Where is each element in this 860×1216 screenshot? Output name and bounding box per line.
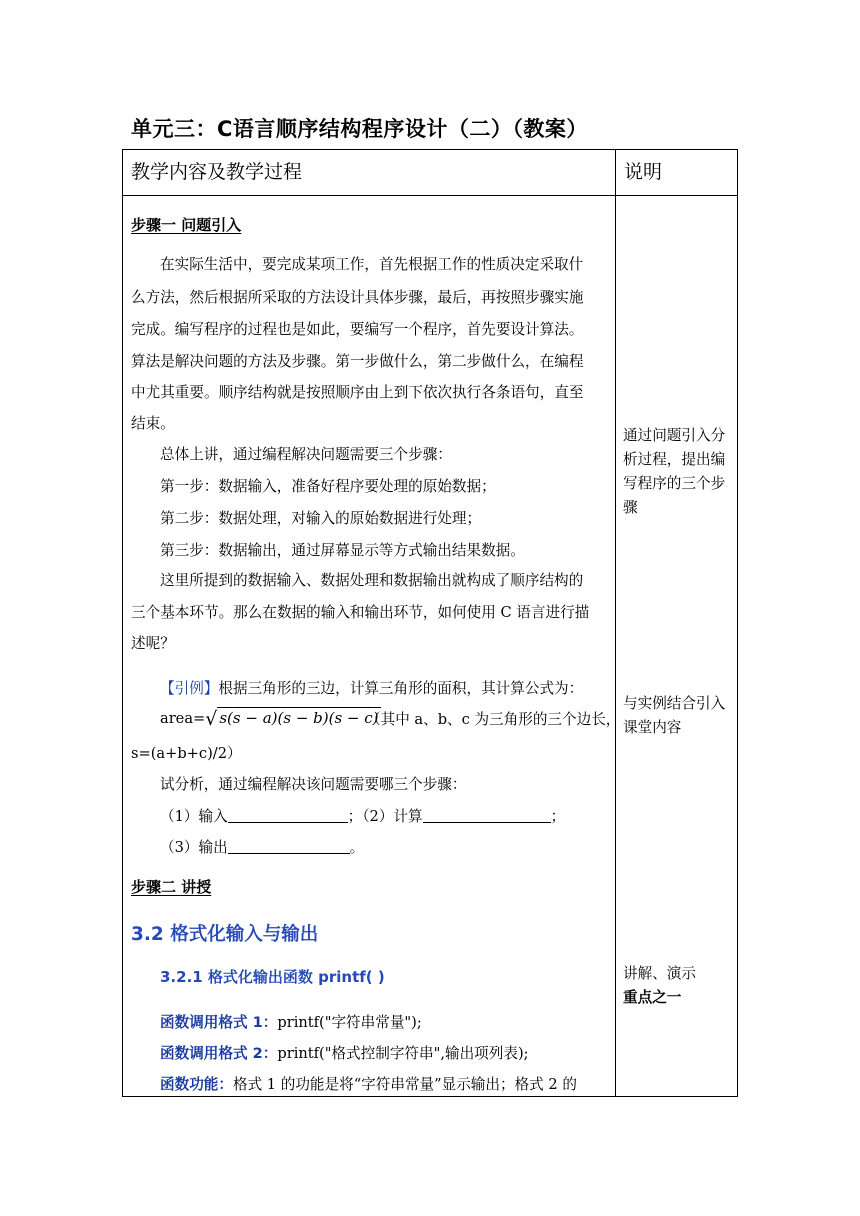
try-analysis: 试分析，通过编程解决该问题需要哪三个步骤： xyxy=(160,776,467,793)
example-text: 根据三角形的三边，计算三角形的面积，其计算公式为： xyxy=(218,680,584,697)
example-line xyxy=(160,677,583,698)
note-lecture xyxy=(623,962,735,1010)
area-label: area= xyxy=(160,710,206,727)
function-text: 格式 1 的功能是将“字符串常量”显示输出；格式 2 的 xyxy=(232,1076,577,1093)
call-format-2-label: 函数调用格式 2： xyxy=(160,1045,278,1062)
note-problem-intro xyxy=(623,424,735,520)
para3-line1: 这里所提到的数据输入、数据处理和数据输出就构成了顺序结构的 xyxy=(160,572,584,589)
call-format-2-value: printf("格式控制字符串",输出项列表); xyxy=(277,1045,529,1062)
para1-line2: 么方法，然后根据所采取的方法设计具体步骤，最后，再按照步骤实施 xyxy=(131,289,584,306)
note3-line2: 重点之一 xyxy=(623,989,682,1006)
area-formula: s(s − a)(s − b)(s − c) xyxy=(219,709,379,727)
formula-line xyxy=(160,708,381,730)
compute-blank-label: ；（2）计算 xyxy=(347,808,423,825)
para1-line4: 算法是解决问题的方法及步骤。第一步做什么，第二步做什么，在编程 xyxy=(131,353,584,370)
example-tag: 【引例】 xyxy=(160,680,219,697)
note1-line1: 通过问题引入分 xyxy=(623,427,726,444)
para2: 总体上讲，通过编程解决问题需要三个步骤： xyxy=(160,446,452,463)
output-blank-label: （3）输出 xyxy=(160,839,228,856)
note3-line1: 讲解、演示 xyxy=(623,965,696,982)
note1-line2: 析过程，提出编 xyxy=(623,451,726,468)
blank-row-2 xyxy=(160,836,364,857)
page-title: 单元三：C语言顺序结构程序设计（二）（教案） xyxy=(131,117,588,141)
sqrt-icon: √ xyxy=(205,708,218,730)
note-example xyxy=(623,692,735,740)
para3-line3: 述呢？ xyxy=(131,635,175,652)
note2-line1: 与实例结合引入 xyxy=(623,695,726,712)
para1-line3: 完成。编写程序的过程也是如此，要编写一个程序，首先要设计算法。 xyxy=(131,321,584,338)
para1-line1: 在实际生活中，要完成某项工作，首先根据工作的性质决定采取什 xyxy=(160,256,584,273)
call-format-1-label: 函数调用格式 1： xyxy=(160,1014,278,1031)
header-divider xyxy=(123,195,737,196)
input-blank[interactable] xyxy=(228,808,348,823)
call-format-2 xyxy=(160,1042,529,1063)
para1-line5: 中尤其重要。顺序结构就是按照顺序由上到下依次执行各条语句，直至 xyxy=(131,384,584,401)
para3-line2: 三个基本环节。那么在数据的输入和输出环节，如何使用 C 语言进行描 xyxy=(131,604,590,621)
call-format-1 xyxy=(160,1011,422,1032)
output-blank[interactable] xyxy=(228,839,350,854)
step-output: 第三步：数据输出，通过屏幕显示等方式输出结果数据。 xyxy=(160,542,525,559)
step-process: 第二步：数据处理，对输入的原始数据进行处理； xyxy=(160,510,482,527)
step2-heading: 步骤二 讲授 xyxy=(131,878,212,896)
note2-line2: 课堂内容 xyxy=(623,719,682,736)
section-3-2-heading: 3.2 格式化输入与输出 xyxy=(131,924,319,945)
note1-line4: 骤 xyxy=(623,499,638,516)
s-definition: s=(a+b+c)/2） xyxy=(131,745,242,762)
compute-blank[interactable] xyxy=(423,808,551,823)
call-format-1-value: printf("字符串常量"); xyxy=(277,1014,422,1031)
column-divider xyxy=(615,150,616,1096)
step-input: 第一步：数据输入，准备好程序要处理的原始数据； xyxy=(160,478,496,495)
input-blank-label: （1）输入 xyxy=(160,808,228,825)
header-notes: 说明 xyxy=(624,161,663,183)
header-content: 教学内容及教学过程 xyxy=(131,161,303,183)
note1-line3: 写程序的三个步 xyxy=(623,475,726,492)
formula-note: （其中 a、b、c 为三角形的三个边长， xyxy=(366,711,621,728)
blank-row-1 xyxy=(160,805,565,826)
function-description xyxy=(160,1073,577,1094)
step1-heading: 步骤一 问题引入 xyxy=(131,216,242,234)
function-label: 函数功能： xyxy=(160,1076,233,1093)
section-3-2-1-heading: 3.2.1 格式化输出函数 printf( ) xyxy=(160,968,385,986)
para1-line6: 结束。 xyxy=(131,415,175,432)
blank-row-2-end: 。 xyxy=(349,839,365,856)
blank-row-1-end: ； xyxy=(550,808,566,825)
